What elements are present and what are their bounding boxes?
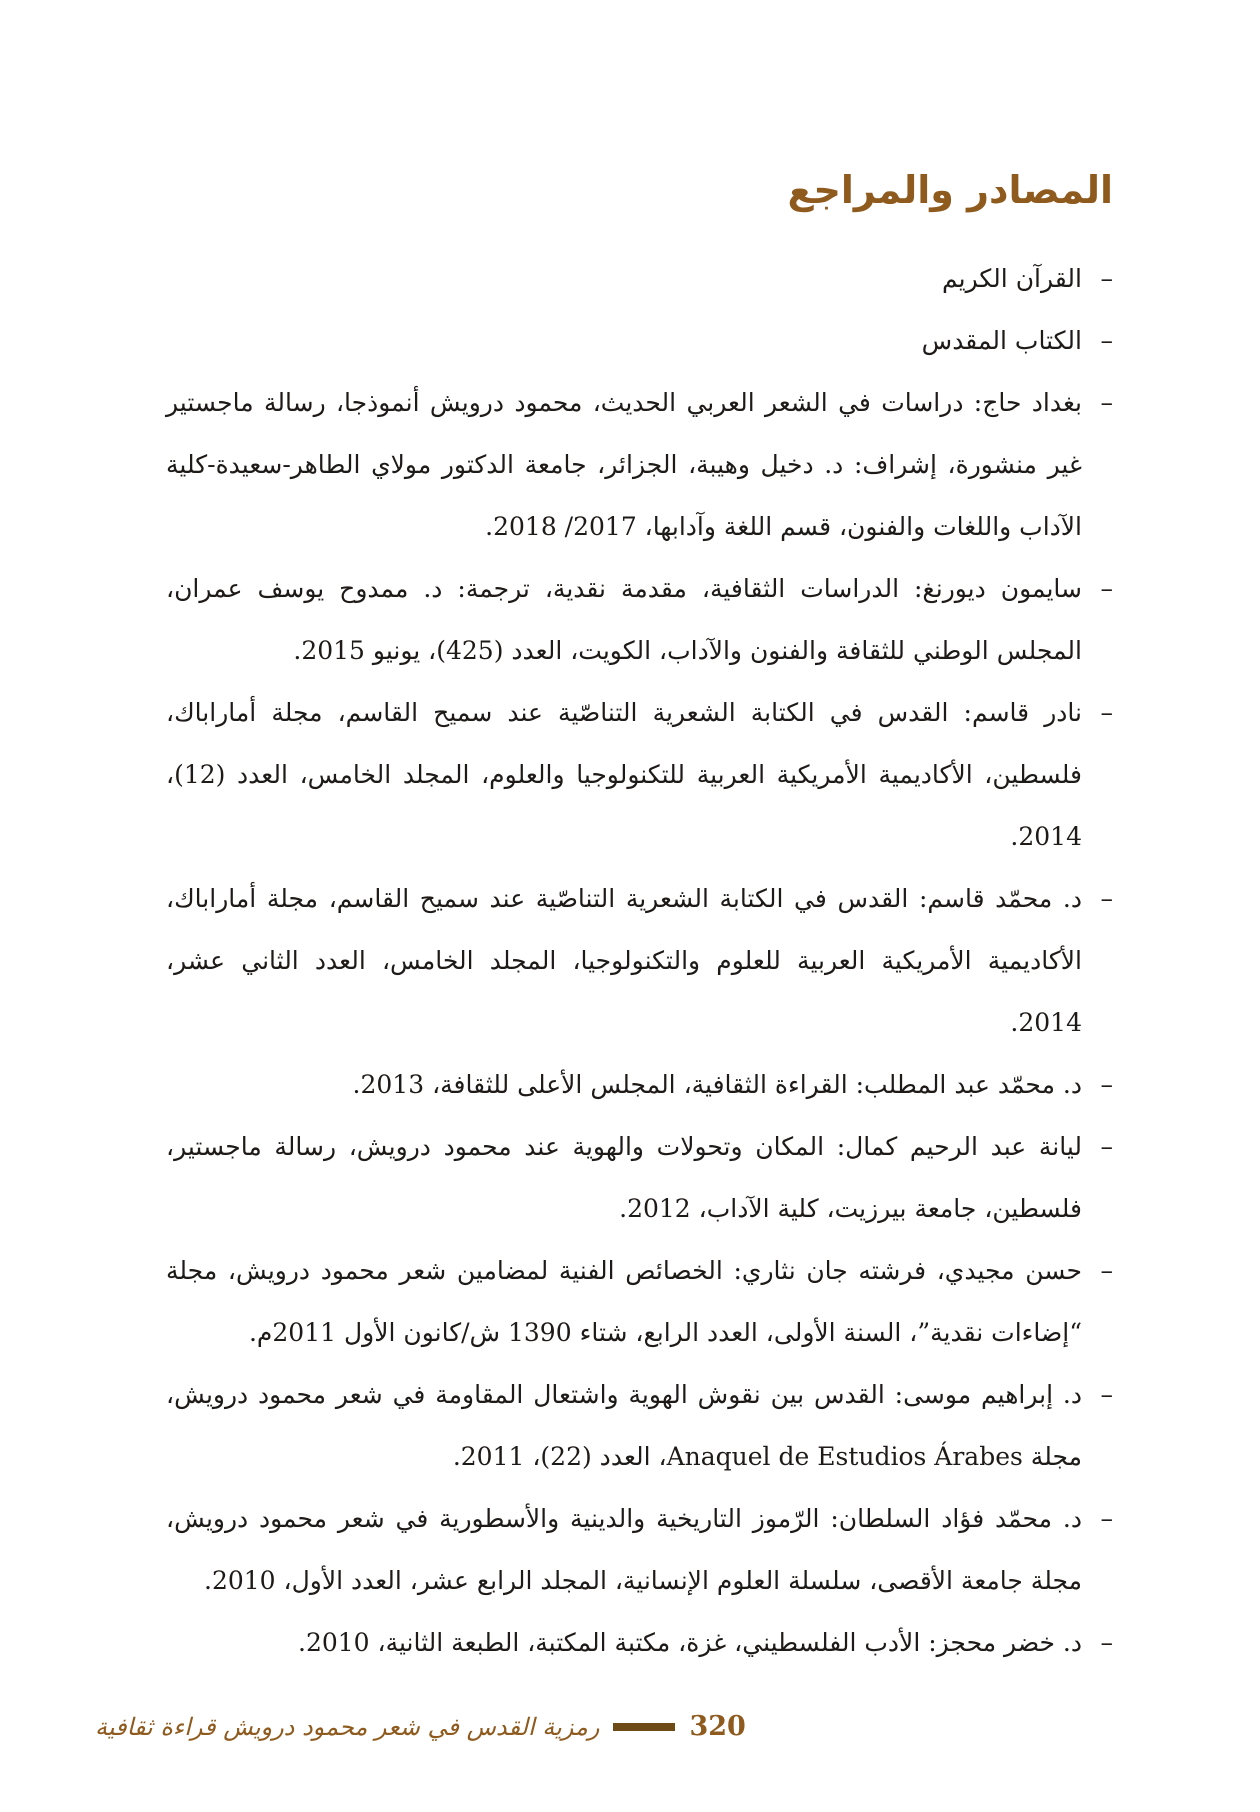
reference-item — [166, 1612, 1113, 1674]
list-dash: – — [1100, 1628, 1113, 1657]
list-dash: – — [1100, 574, 1113, 603]
footer-divider — [613, 1723, 675, 1731]
reference-item — [166, 248, 1113, 310]
reference-item — [166, 1240, 1113, 1364]
reference-item — [166, 682, 1113, 868]
reference-text: د. إبراهيم موسى: القدس بين نقوش الهوية واشتعال المقاومة في شعر محمود درويش، مجلة Anaquel de Estudios Árabes، العدد (22)، 2011. — [166, 1380, 1082, 1471]
reference-item — [166, 1488, 1113, 1612]
running-title: رمزية القدس في شعر محمود درويش قراءة ثقافية — [95, 1712, 600, 1741]
reference-item — [166, 1054, 1113, 1116]
list-dash: – — [1100, 698, 1113, 727]
reference-item — [166, 868, 1113, 1054]
reference-text: حسن مجيدي، فرشته جان نثاري: الخصائص الفنية لمضامين شعر محمود درويش، مجلة “إضاءات نقدية”، السنة الأولى، العدد الرابع، شتاء 1390 ش/كانون الأول 2011م. — [166, 1256, 1082, 1347]
reference-text: د. محمّد فؤاد السلطان: الرّموز التاريخية والدينية والأسطورية في شعر محمود درويش، مجلة جامعة الأقصى، سلسلة العلوم الإنسانية، المجلد الرابع عشر، العدد الأول، 2010. — [166, 1504, 1082, 1595]
reference-item — [166, 558, 1113, 682]
reference-text: ليانة عبد الرحيم كمال: المكان وتحولات والهوية عند محمود درويش، رسالة ماجستير، فلسطين، جامعة بيرزيت، كلية الآداب، 2012. — [166, 1132, 1082, 1223]
reference-text: سايمون ديورنغ: الدراسات الثقافية، مقدمة نقدية، ترجمة: د. ممدوح يوسف عمران، المجلس الوطني للثقافة والفنون والآداب، الكويت، العدد (425)، يونيو 2015. — [166, 574, 1082, 665]
list-dash: – — [1100, 1504, 1113, 1533]
page-title: المصادر والمراجع — [787, 168, 1113, 212]
list-dash: – — [1100, 1256, 1113, 1285]
list-dash: – — [1100, 388, 1113, 417]
list-dash: – — [1100, 1070, 1113, 1099]
reference-text: د. محمّد قاسم: القدس في الكتابة الشعرية التناصّية عند سميح القاسم، مجلة أماراباك، الأكاديمية الأمريكية العربية للعلوم والتكنولوجيا، المجلد الخامس، العدد الثاني عشر، 2014. — [166, 884, 1082, 1037]
references-list — [166, 248, 1113, 1674]
list-dash: – — [1100, 326, 1113, 355]
reference-text: بغداد حاج: دراسات في الشعر العربي الحديث، محمود درويش أنموذجا، رسالة ماجستير غير منشورة، إشراف: د. دخيل وهيبة، الجزائر، جامعة الدكتور مولاي الطاهر-سعيدة-كلية الآداب واللغات والفنون، قسم اللغة وآدابها، 2017/ 2018. — [166, 388, 1082, 541]
reference-text: الكتاب المقدس — [921, 326, 1082, 355]
reference-text: القرآن الكريم — [941, 264, 1082, 293]
list-dash: – — [1100, 264, 1113, 293]
page-footer — [95, 1711, 746, 1742]
list-dash: – — [1100, 1132, 1113, 1161]
reference-item — [166, 310, 1113, 372]
list-dash: – — [1100, 884, 1113, 913]
reference-item — [166, 1116, 1113, 1240]
reference-item — [166, 372, 1113, 558]
reference-text: د. خضر محجز: الأدب الفلسطيني، غزة، مكتبة المكتبة، الطبعة الثانية، 2010. — [298, 1628, 1082, 1657]
reference-text: نادر قاسم: القدس في الكتابة الشعرية التناصّية عند سميح القاسم، مجلة أماراباك، فلسطين، الأكاديمية الأمريكية العربية للتكنولوجيا والعلوم، المجلد الخامس، العدد (12)، 2014. — [166, 698, 1082, 851]
page-number: 320 — [689, 1711, 746, 1742]
list-dash: – — [1100, 1380, 1113, 1409]
reference-text: د. محمّد عبد المطلب: القراءة الثقافية، المجلس الأعلى للثقافة، 2013. — [352, 1070, 1082, 1099]
reference-item — [166, 1364, 1113, 1488]
